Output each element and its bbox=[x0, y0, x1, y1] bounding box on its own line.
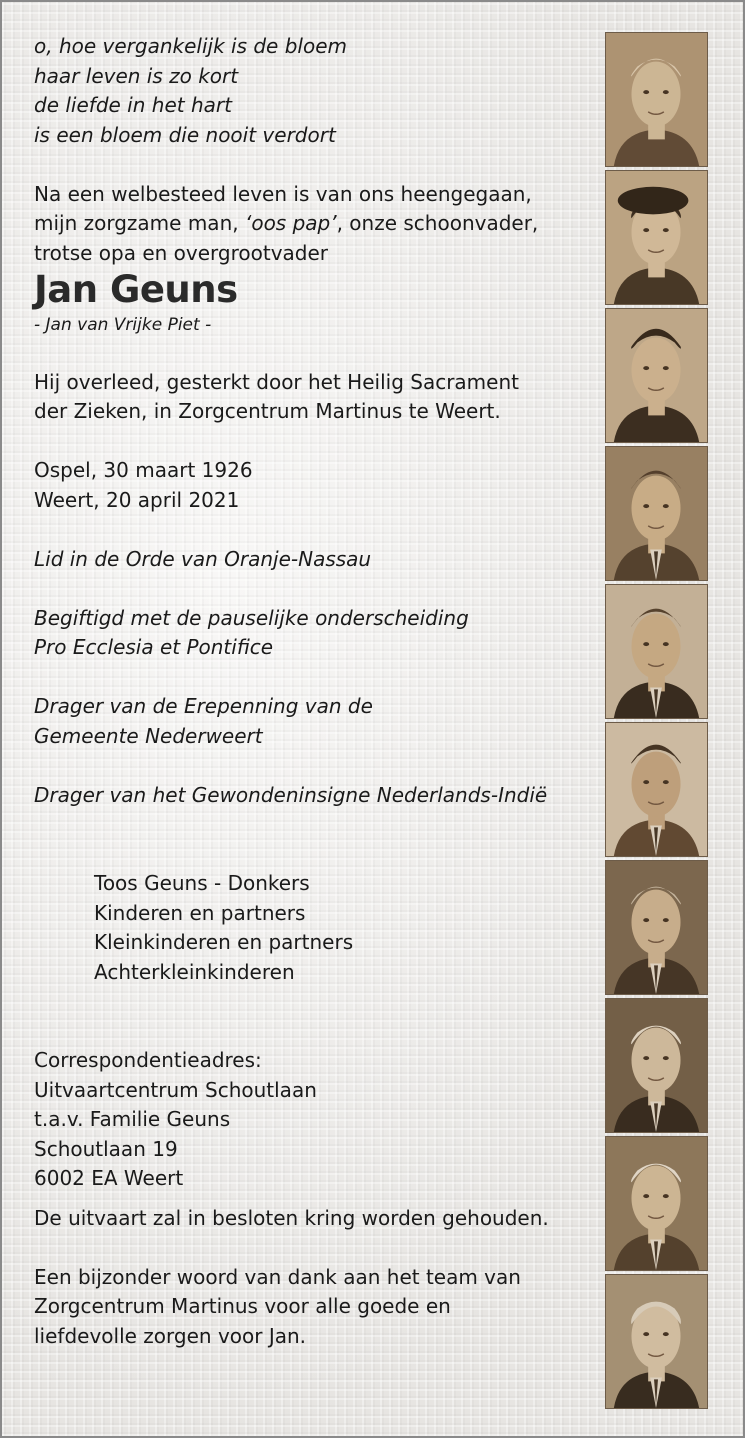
family-list bbox=[34, 869, 594, 987]
address-line: Correspondentieadres: bbox=[34, 1048, 262, 1072]
death-notice-line: Hij overleed, gesterkt door het Heilig Sacrament bbox=[34, 369, 519, 394]
poem-line: de liefde in het hart bbox=[34, 93, 232, 117]
obituary-text bbox=[34, 32, 594, 1351]
address-line: Schoutlaan 19 bbox=[34, 1136, 178, 1161]
poem-line: o, hoe vergankelijk is de bloem bbox=[34, 34, 347, 58]
intro-text: , onze schoonvader, bbox=[336, 211, 539, 235]
poem-line: haar leven is zo kort bbox=[34, 63, 239, 88]
poem bbox=[34, 32, 594, 150]
intro-line: Na een welbesteed leven is van ons heengegaan, bbox=[34, 181, 532, 206]
thanks-line: Zorgcentrum Martinus voor alle goede en bbox=[34, 1294, 451, 1318]
intro-text: mijn zorgzame man, bbox=[34, 211, 245, 235]
older-man-portrait bbox=[605, 860, 708, 995]
intro-nickname: ‘oos pap’ bbox=[244, 211, 337, 235]
honor-pauselijk: Begiftigd met de pauselijke onderscheiding bbox=[34, 605, 469, 630]
intro bbox=[34, 180, 594, 269]
young-man-portrait bbox=[605, 308, 708, 443]
honor-erepenning: Drager van de Erepenning van de bbox=[34, 694, 373, 718]
smiling-man-portrait bbox=[605, 446, 708, 581]
speaker-at-microphone bbox=[605, 998, 708, 1133]
funeral-notice: De uitvaart zal in besloten kring worden gehouden. bbox=[34, 1205, 549, 1230]
address-line: Uitvaartcentrum Schoutlaan bbox=[34, 1077, 317, 1102]
deceased-name: Jan Geuns bbox=[34, 268, 238, 311]
address-line: t.a.v. Familie Geuns bbox=[34, 1107, 231, 1131]
child-portrait bbox=[605, 32, 708, 167]
intro-line: trotse opa en overgrootvader bbox=[34, 240, 329, 265]
honor-erepenning: Gemeente Nederweert bbox=[34, 723, 263, 748]
intro-line bbox=[34, 209, 594, 239]
deceased-nickname: - Jan van Vrijke Piet - bbox=[34, 315, 212, 335]
thanks-line: Een bijzonder woord van dank aan het team van bbox=[34, 1264, 521, 1289]
thanks-line: liefdevolle zorgen voor Jan. bbox=[34, 1323, 307, 1348]
birth-date: Ospel, 30 maart 1926 bbox=[34, 458, 253, 482]
address-line: 6002 EA Weert bbox=[34, 1166, 184, 1190]
glasses-portrait bbox=[605, 1136, 708, 1271]
suited-man-portrait bbox=[605, 722, 708, 857]
family-member: Toos Geuns - Donkers bbox=[94, 871, 310, 895]
honor-orde: Lid in de Orde van Oranje-Nassau bbox=[34, 546, 372, 571]
photo-column bbox=[605, 32, 708, 1412]
honor-pauselijk: Pro Ecclesia et Pontifice bbox=[34, 635, 274, 659]
death-date: Weert, 20 april 2021 bbox=[34, 487, 240, 512]
man-with-tie-portrait bbox=[605, 584, 708, 719]
family-member: Kinderen en partners bbox=[94, 900, 306, 925]
correspondence-address bbox=[34, 1046, 594, 1194]
death-notice-line: der Zieken, in Zorgcentrum Martinus te Weert. bbox=[34, 399, 501, 423]
poem-line: is een bloem die nooit verdort bbox=[34, 122, 336, 147]
honor-gewonden: Drager van het Gewondeninsigne Nederlands-Indië bbox=[34, 782, 548, 807]
family-member: Achterkleinkinderen bbox=[94, 959, 295, 984]
beret-portrait bbox=[605, 170, 708, 305]
elderly-man-portrait bbox=[605, 1274, 708, 1409]
family-member: Kleinkinderen en partners bbox=[94, 930, 354, 954]
